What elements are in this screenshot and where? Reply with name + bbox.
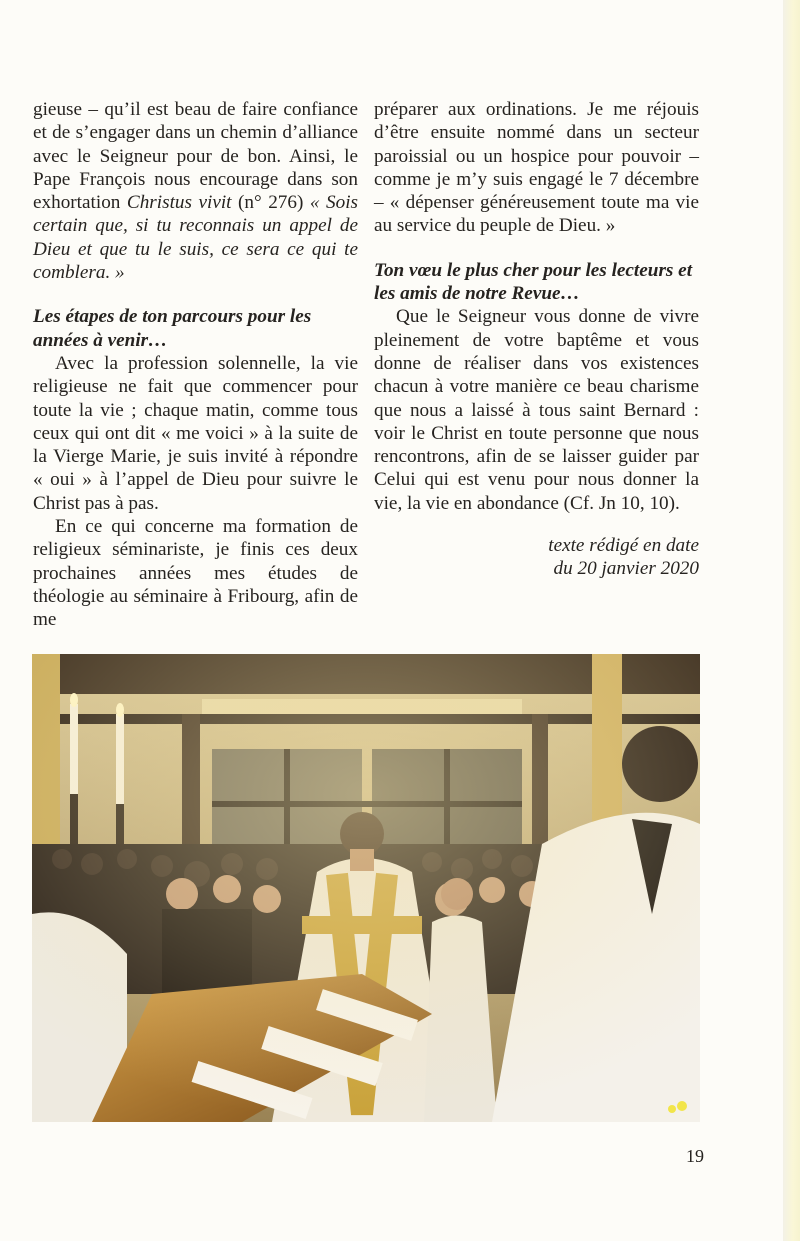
signature-line-1: texte rédigé en date <box>548 535 699 557</box>
exhortation-quote: « Sois certain que, si tu reconnais un appel de Dieu et que tu le suis, ce sera ce qui te comblera. » <box>33 192 358 284</box>
left-p1-text-a: gieuse – qu’il est beau de faire confiance et de s’engager dans un chemin d’alliance avec le Seigneur pour de bon. Ainsi, le Pape François nous encourage dans son exhortation <box>33 99 358 214</box>
left-paragraph-3: En ce qui concerne ma formation de religieux séminariste, je finis ces deux prochaines années mes études de théologie au séminaire à Fribourg, afin de me <box>33 516 358 631</box>
left-column <box>33 98 358 632</box>
ceremony-photo <box>32 654 700 1122</box>
exhortation-title: Christus vivit <box>126 192 232 214</box>
signature-line-2: du 20 janvier 2020 <box>553 558 699 580</box>
page-number: 19 <box>686 1146 704 1166</box>
section-heading-wish: Ton vœu le plus cher pour les lecteurs et les amis de notre Revue… <box>374 259 693 305</box>
date-signature <box>374 534 699 580</box>
right-paragraph-1: préparer aux ordinations. Je me réjouis d’être ensuite nommé dans un secteur paroissial ou un hospice pour pouvoir – comme je m’y suis engagé le 7 décembre – « dépenser généreusement toute ma vie au service du peuple de Dieu. » <box>374 99 699 237</box>
left-paragraph-1 <box>33 98 358 284</box>
right-column <box>374 98 699 580</box>
left-p1-text-b: (n° 276) <box>231 192 310 214</box>
left-paragraph-2: Avec la profession solennelle, la vie religieuse ne fait que commencer pour toute la vie ; chaque matin, comme tous ceux qui ont dit « me voici » à la suite de la Vierge Marie, je suis invité à répondre « oui » à l’appel de Dieu pour suivre le Christ pas à pas. <box>33 352 358 514</box>
page-edge <box>783 0 800 1241</box>
ceremony-illustration <box>32 654 700 1122</box>
section-heading-stages: Les étapes de ton parcours pour les années à venir… <box>33 306 312 351</box>
right-paragraph-2: Que le Seigneur vous donne de vivre pleinement de votre baptême et vous donne de réaliser dans vos existences chacun à votre manière ce beau charisme que nous a laissé à tous saint Bernard : voir le Christ en toute personne que nous rencontrons, afin de se laisser guider par Celui qui est venu pour nous donner la vie, la vie en abondance (Cf. Jn 10, 10). <box>374 306 699 514</box>
